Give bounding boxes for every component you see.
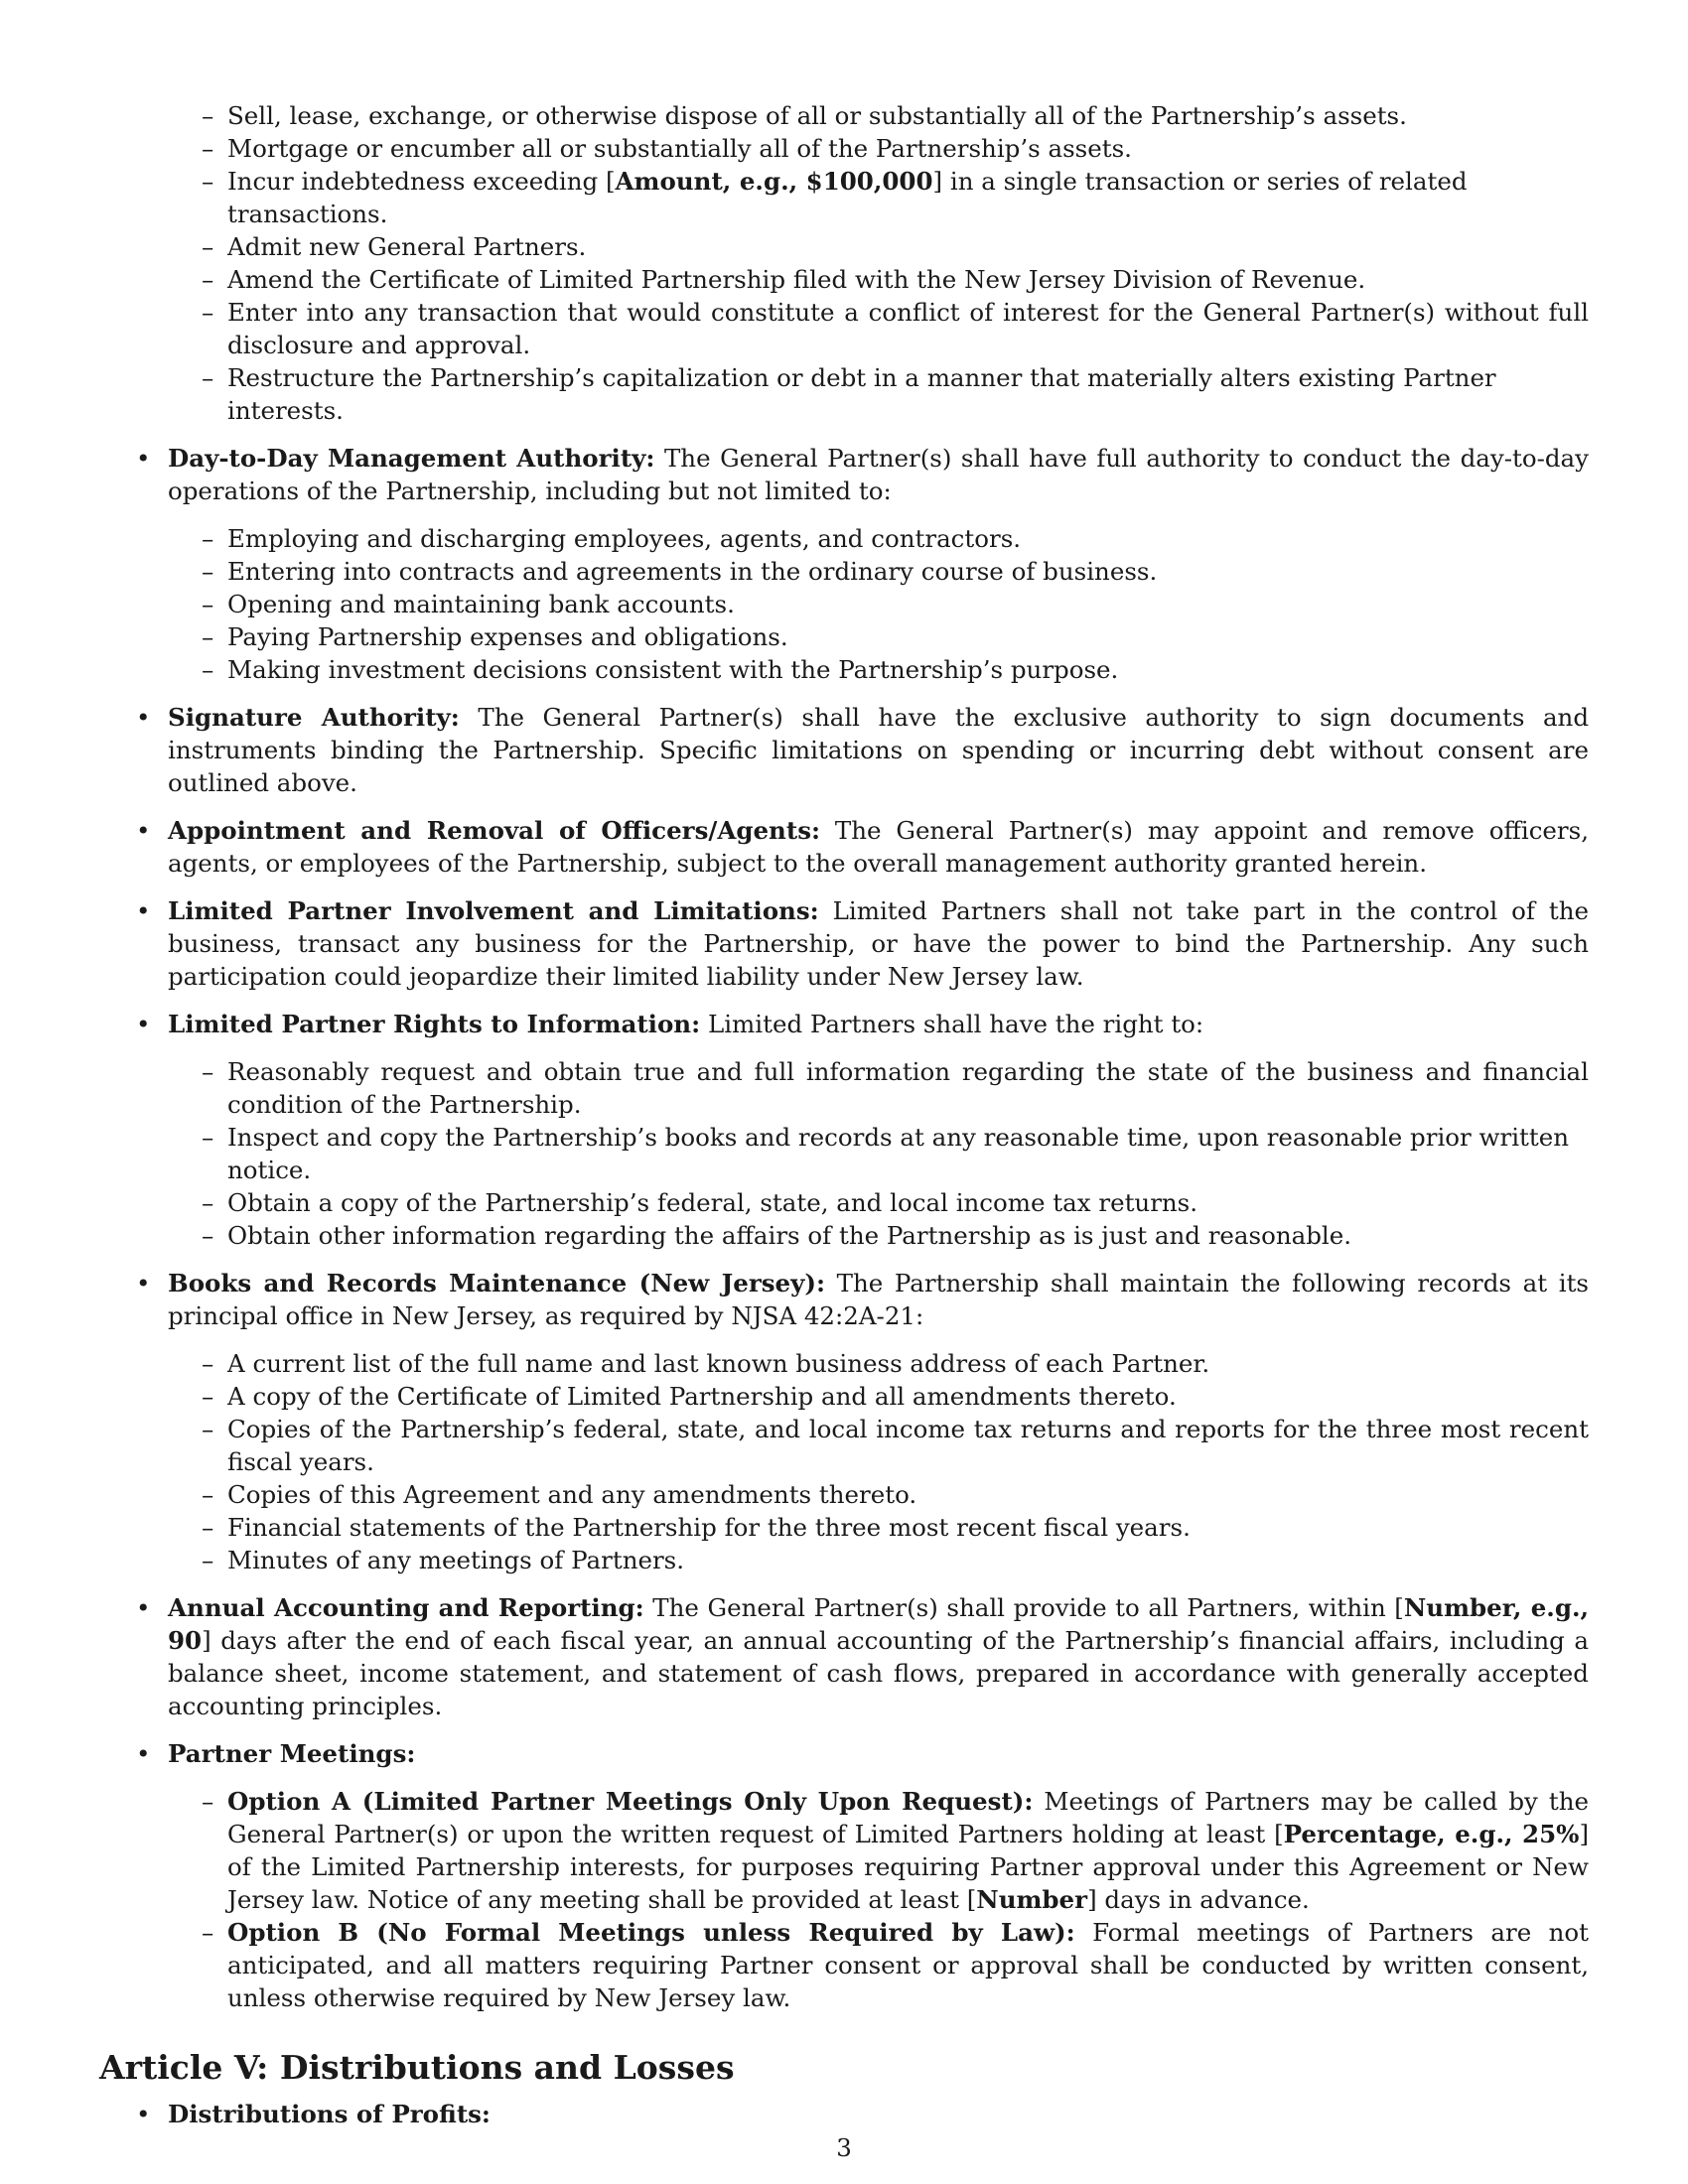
list-item: – Minutes of any meetings of Partners. [202, 1546, 685, 1574]
bullet-marker: • [136, 2100, 151, 2128]
meeting-option-a: – Option A (Limited Partner Meetings Only Upon Request): Meetings of Partners may be called by the General Partner(s) or upon the written request of Limited Partners holding at least [Percentage, e.g., 25%] of the Limited Partnership interests, for purposes requiring Partner approval under this Agreement or New Jersey law. Notice of any meeting shall be provided at least [Number] days in advance. [202, 1787, 1589, 1914]
meeting-options-list [99, 1785, 1589, 2014]
dash-marker: – [202, 1787, 214, 1816]
page-number: 3 [836, 2133, 852, 2162]
list-item: – Financial statements of the Partnership for the three most recent fiscal years. [202, 1513, 1191, 1542]
dash-marker: – [202, 265, 214, 294]
bullet-day-to-day: • Day-to-Day Management Authority: The General Partner(s) shall have full authority to conduct the day-to-day operations of the Partnership, including but not limited to: [136, 444, 1589, 505]
list-item: – Sell, lease, exchange, or otherwise dispose of all or substantially all of the Partnership’s assets. [202, 101, 1407, 130]
list-item: – Employing and discharging employees, agents, and contractors. [202, 524, 1022, 553]
dash-marker: – [202, 1057, 214, 1086]
placeholder-percentage: Percentage, e.g., 25% [1283, 1820, 1580, 1848]
bullet-distributions: • Distributions of Profits: [136, 2100, 491, 2128]
list-item: – Opening and maintaining bank accounts. [202, 590, 735, 618]
restricted-actions-list [99, 99, 1589, 427]
page-content [99, 99, 1589, 2130]
dash-marker: – [202, 1382, 214, 1411]
list-item: – Copies of the Partnership’s federal, state, and local income tax returns and reports for the three most recent fiscal years. [202, 1415, 1589, 1476]
list-item: – Obtain a copy of the Partnership’s federal, state, and local income tax returns. [202, 1188, 1198, 1217]
list-item: – Restructure the Partnership’s capitalization or debt in a manner that materially alters existing Partner interests. [202, 363, 1496, 425]
bullet-lp-involvement: • Limited Partner Involvement and Limitations: Limited Partners shall not take part in the control of the business, transact any business for the Partnership, or have the power to bind the Partnership. Any such participation could jeopardize their limited liability under New Jersey law. [136, 896, 1589, 991]
bullet-officers-agents: • Appointment and Removal of Officers/Agents: The General Partner(s) may appoint and remove officers, agents, or employees of the Partnership, subject to the overall management authority granted herein. [136, 816, 1589, 878]
bullet-annual-accounting: • Annual Accounting and Reporting: The General Partner(s) shall provide to all Partners, within [Number, e.g., 90] days after the end of each fiscal year, an annual accounting of the Partnership’s financial affairs, including a balance sheet, income statement, and statement of cash flows, prepared in accordance with generally accepted accounting principles. [136, 1593, 1590, 1720]
placeholder-days: Number, e.g., 90 [168, 1593, 1590, 1655]
dash-marker: – [202, 167, 214, 196]
dash-marker: – [202, 524, 214, 553]
dash-marker: – [202, 622, 214, 651]
dash-marker: – [202, 232, 214, 261]
list-item: – Admit new General Partners. [202, 232, 587, 261]
bullet-marker: • [136, 1739, 151, 1768]
dash-marker: – [202, 1349, 214, 1378]
dash-marker: – [202, 1546, 214, 1574]
article-heading: Article V: Distributions and Losses [99, 2048, 735, 2087]
list-item: – Reasonably request and obtain true and full information regarding the state of the business and financial condition of the Partnership. [202, 1057, 1589, 1119]
bullet-signature-authority: • Signature Authority: The General Partner(s) shall have the exclusive authority to sign documents and instruments binding the Partnership. Specific limitations on spending or incurring debt without consent are outlined above. [136, 703, 1590, 797]
dash-marker: – [202, 101, 214, 130]
placeholder-number: Number [976, 1885, 1088, 1914]
bullet-marker: • [136, 703, 151, 732]
dash-marker: – [202, 1188, 214, 1217]
bullet-books-records: • Books and Records Maintenance (New Jersey): The Partnership shall maintain the following records at its principal office in New Jersey, as required by NJSA 42:2A-21: [136, 1269, 1589, 1330]
bullet-marker: • [136, 896, 151, 925]
list-item: – Mortgage or encumber all or substantially all of the Partnership’s assets. [202, 134, 1132, 163]
day-to-day-list [99, 522, 1589, 686]
dash-marker: – [202, 363, 214, 392]
list-item: – Obtain other information regarding the affairs of the Partnership as is just and reasonable. [202, 1221, 1352, 1250]
list-item: – Incur indebtedness exceeding [Amount, e.g., $100,000] in a single transaction or series of related transactions. [202, 167, 1468, 228]
lp-information-list [99, 1055, 1589, 1252]
dash-marker: – [202, 134, 214, 163]
placeholder-amount: Amount, e.g., $100,000 [615, 167, 933, 196]
dash-marker: – [202, 1221, 214, 1250]
bullet-partner-meetings: • Partner Meetings: [136, 1739, 416, 1768]
bullet-marker: • [136, 1010, 151, 1038]
bullet-marker: • [136, 1269, 151, 1297]
dash-marker: – [202, 1480, 214, 1509]
dash-marker: – [202, 590, 214, 618]
dash-marker: – [202, 655, 214, 684]
list-item: – Copies of this Agreement and any amendments thereto. [202, 1480, 917, 1509]
list-item: – Paying Partnership expenses and obligations. [202, 622, 788, 651]
list-item: – Amend the Certificate of Limited Partnership filed with the New Jersey Division of Revenue. [202, 265, 1366, 294]
list-item: – A current list of the full name and last known business address of each Partner. [202, 1349, 1210, 1378]
bullet-marker: • [136, 1593, 151, 1622]
dash-marker: – [202, 557, 214, 586]
dash-marker: – [202, 298, 214, 327]
dash-marker: – [202, 1918, 214, 1947]
bullet-lp-information: • Limited Partner Rights to Information: Limited Partners shall have the right to: [136, 1010, 1204, 1038]
bullet-marker: • [136, 816, 151, 845]
list-item: – Enter into any transaction that would constitute a conflict of interest for the General Partner(s) without full disclosure and approval. [202, 298, 1589, 359]
list-item: – Entering into contracts and agreements in the ordinary course of business. [202, 557, 1158, 586]
list-item: – A copy of the Certificate of Limited Partnership and all amendments thereto. [202, 1382, 1177, 1411]
list-item: – Inspect and copy the Partnership’s books and records at any reasonable time, upon reasonable prior written notice. [202, 1123, 1570, 1184]
dash-marker: – [202, 1513, 214, 1542]
bullet-marker: • [136, 444, 151, 473]
list-item: – Making investment decisions consistent with the Partnership’s purpose. [202, 655, 1119, 684]
dash-marker: – [202, 1123, 214, 1152]
dash-marker: – [202, 1415, 214, 1443]
meeting-option-b: – Option B (No Formal Meetings unless Required by Law): Formal meetings of Partners are not anticipated, and all matters requiring Partner consent or approval shall be conducted by written consent, unless otherwise required by New Jersey law. [202, 1918, 1590, 2012]
books-records-list [99, 1347, 1589, 1576]
